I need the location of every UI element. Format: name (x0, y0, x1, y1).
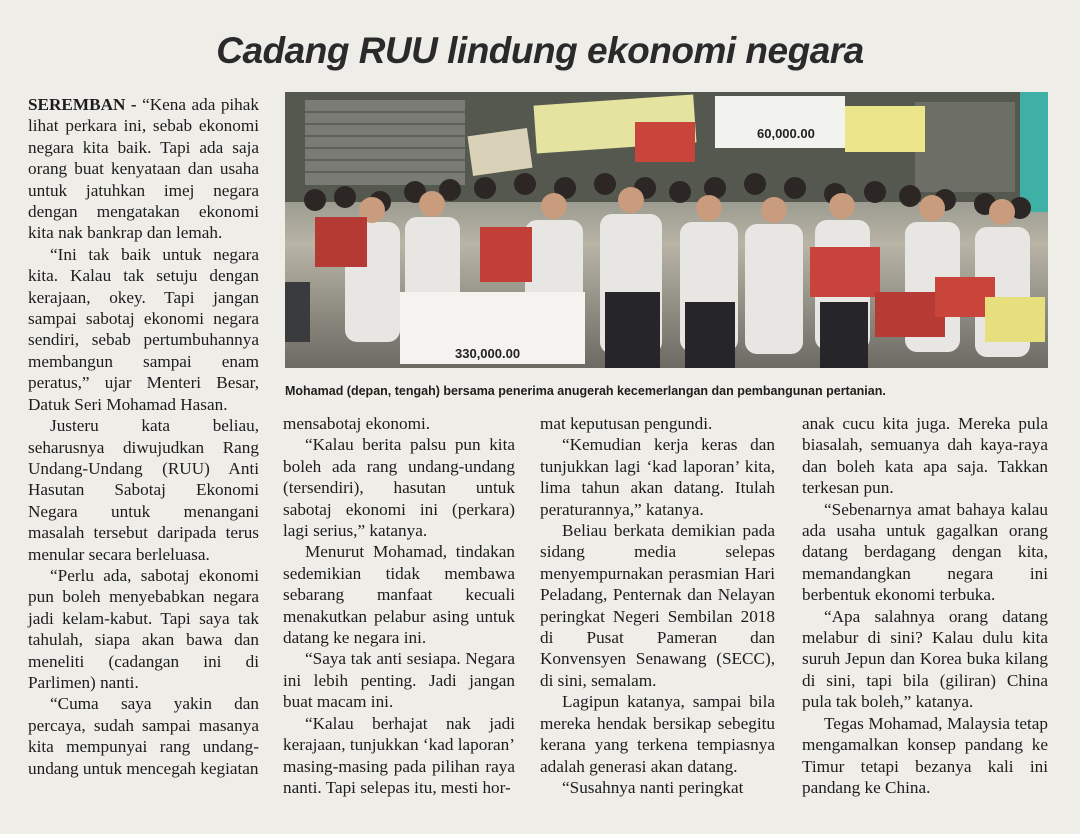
photo-caption: Mohamad (depan, tengah) bersama penerima anugerah kecemerlangan dan pembangunan pertanian. (285, 384, 886, 398)
article-paragraph: mensabotaj ekonomi. (283, 414, 431, 433)
news-photo (285, 92, 1048, 368)
article-paragraph: “Sebenarnya amat bahaya kalau ada usaha untuk gagalkan orang datang berdagang dengan kita, memandangkan negara ini berbentuk ekonomi terbuka. (802, 499, 1048, 605)
headline: Cadang RUU lindung ekonomi negara (216, 30, 864, 71)
article-paragraph: Menurut Mohamad, tindakan sedemikian tidak membawa sebarang manfaat kecuali menakutkan pelabur asing untuk datang ke negara ini. (283, 542, 515, 648)
article-paragraph: mat keputusan pengundi. (540, 414, 713, 433)
article-paragraph: “Kalau berita palsu pun kita boleh ada rang undang-undang (tersendiri), hasutan untuk sabotaj ekonomi ini (perkara) lagi serius,” katanya. (283, 435, 515, 541)
article-paragraph: “Perlu ada, sabotaj ekonomi pun boleh menyebabkan negara jadi kelam-kabut. Tapi saya tak tahulah, siapa akan bawa dan meneliti (cadangan ini di Parlimen) nanti. (28, 565, 259, 692)
article-paragraph: Beliau berkata demikian pada sidang media selepas menyempurnakan perasmian Hari Peladang, Penternak dan Nelayan peringkat Negeri Sembilan 2018 di Pusat Pameran dan Konvensyen Senawang (SECC), di sini, semalam. (540, 521, 775, 690)
article-paragraph: “Cuma saya yakin dan percaya, sudah sampai masanya kita mempunyai rang undang-undang untuk mencegah kegiatan (28, 694, 259, 778)
article-column-1 (28, 94, 259, 779)
dateline: SEREMBAN - (28, 95, 137, 114)
article-paragraph: Tegas Mohamad, Malaysia tetap mengamalkan konsep pandang ke Timur tetapi bezanya kali ini pandang ke China. (802, 713, 1048, 797)
article-paragraph: “Saya tak anti sesiapa. Negara ini lebih penting. Jadi jangan buat macam ini. (283, 649, 515, 712)
cheque-amount: 330,000.00 (455, 346, 521, 361)
photo-illustration (285, 92, 1048, 368)
article-paragraph: “Kalau berhajat nak jadi kerajaan, tunjukkan ‘kad laporan’ masing-masing pada pilihan raya nanti. Tapi selepas itu, mesti hor- (283, 713, 515, 797)
article-paragraph: SEREMBAN - “Kena ada pihak lihat perkara ini, sebab ekonomi negara kita baik. Tapi ada saja orang buat kenyataan dan usaha untuk jatuhkan imej negara dengan mengatakan ekonomi kita nak bankrap dan lemah. (28, 95, 259, 243)
article-paragraph: “Ini tak baik untuk negara kita. Kalau tak setuju dengan kerajaan, okey. Tapi jangan sampai sabotaj ekonomi negara sendiri, sebab pertumbuhannya membangun sampai enam peratus,” ujar Menteri Besar, Datuk Seri Mohamad Hasan. (28, 244, 259, 414)
article-column-2 (283, 413, 515, 798)
article-paragraph: “Susahnya nanti peringkat (562, 777, 744, 797)
article-column-4 (802, 413, 1048, 798)
article-column-3 (540, 413, 775, 798)
cheque-amount: 60,000.00 (757, 126, 815, 141)
article-paragraph: “Kemudian kerja keras dan tunjukkan lagi ‘kad laporan’ kita, lima tahun akan datang. Itulah peraturannya,” katanya. (540, 435, 775, 519)
article-paragraph: Justeru kata beliau, seharusnya diwujudkan Rang Undang-Undang (RUU) Anti Hasutan Sabotaj Ekonomi Negara untuk menangani masalah tersebut daripada terus menular secara berleluasa. (28, 416, 259, 564)
article-paragraph: Lagipun katanya, sampai bila mereka hendak bersikap sebegitu kerana yang terkena tempiasnya adalah generasi akan datang. (540, 692, 775, 776)
article-paragraph: “Apa salahnya orang datang melabur di sini? Kalau dulu kita suruh Jepun dan Korea buka kilang di sini, tapi bila (giliran) China pula tak boleh,” katanya. (802, 606, 1048, 712)
article-paragraph: anak cucu kita juga. Mereka pula biasalah, semuanya dah kaya-raya dan boleh kata apa saja. Takkan terkesan pun. (802, 414, 1048, 498)
